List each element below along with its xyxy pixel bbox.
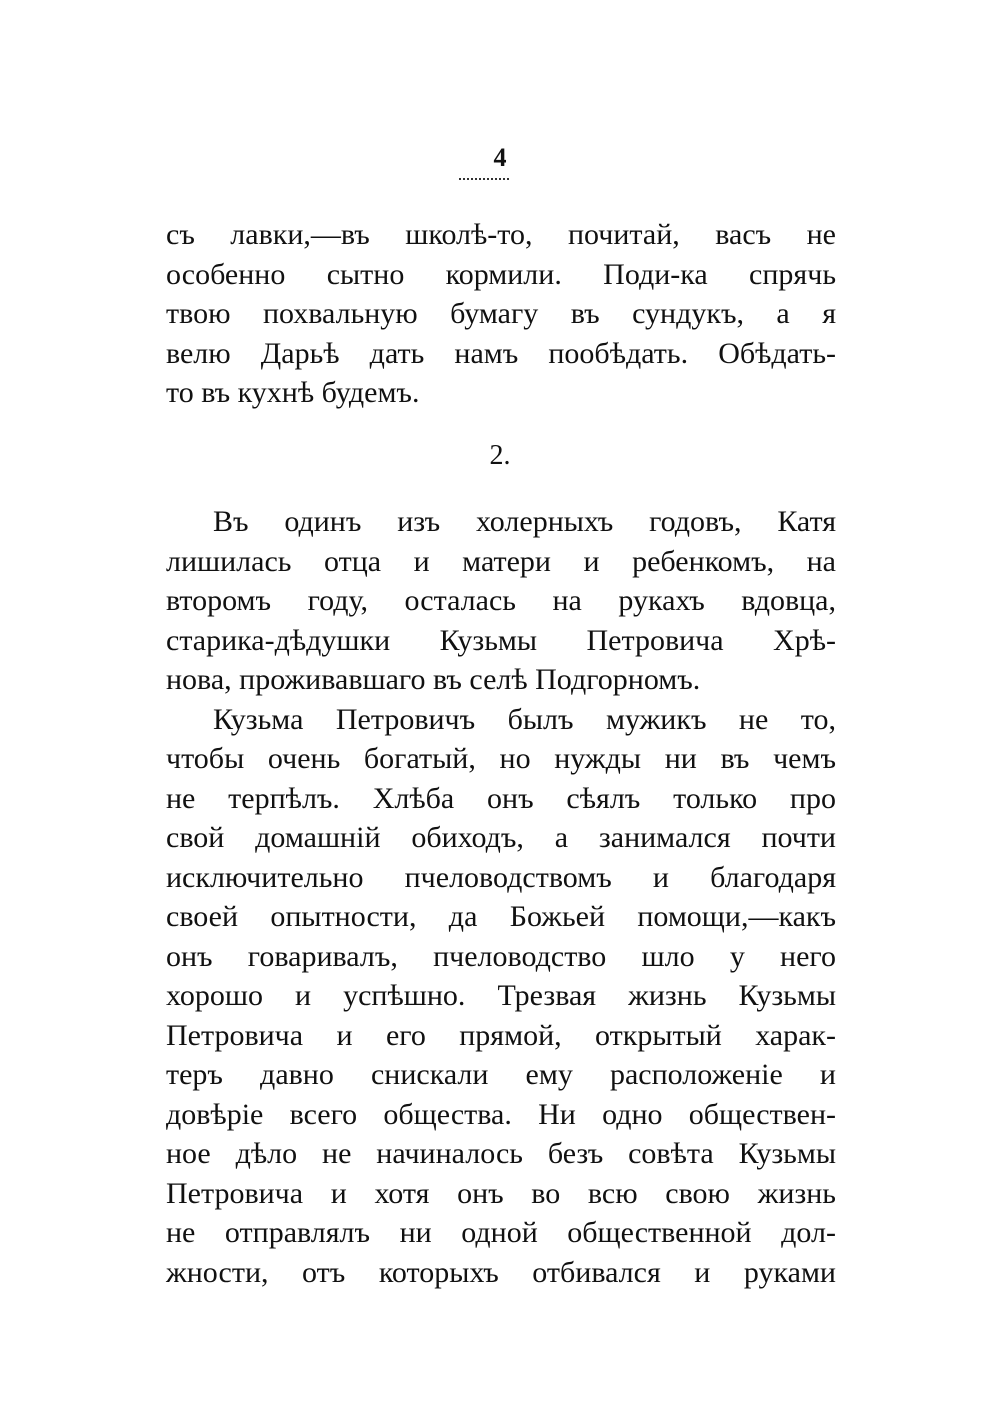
text-line: не отправлялъ ни одной общественной дол- (166, 1216, 836, 1249)
text-body (166, 502, 836, 1292)
text-line: онъ говаривалъ, пчеловодство шло у него (166, 939, 836, 973)
text-line: Кузьма Петровичъ былъ мужикъ не то, (213, 702, 836, 736)
text-line: Петровича и его прямой, открытый харак- (166, 1018, 836, 1052)
text-line: своей опытности, да Божьей помощи,—какъ (166, 900, 836, 933)
text-line: твою похвальную бумагу въ сундукъ, а я (166, 297, 836, 330)
text-line: исключительно пчеловодствомъ и благодаря (166, 860, 836, 894)
text-line: довѣріе всего общества. Ни одно обществен- (166, 1097, 836, 1131)
text-block-continuation (166, 215, 836, 413)
text-line: Петровича и хотя онъ во всю свою жизнь (166, 1176, 836, 1210)
text-line: второмъ году, осталась на рукахъ вдовца, (166, 584, 836, 617)
text-line: жности, отъ которыхъ отбивался и руками (166, 1255, 836, 1289)
text-line: велю Дарьѣ дать намъ пообѣдать. Обѣдать- (166, 336, 836, 370)
text-line: свой домашній обиходъ, а занимался почти (166, 821, 836, 854)
text-line: хорошо и успѣшно. Трезвая жизнь Кузьмы (166, 979, 836, 1012)
text-line: старика-дѣдушки Кузьмы Петровича Хрѣ- (166, 623, 836, 657)
text-line: особенно сытно кормили. Поди-ка спрячь (166, 257, 836, 291)
text-line: теръ давно снискали ему расположеніе и (166, 1058, 836, 1091)
page-number: 4 (493, 143, 507, 172)
text-line: не терпѣлъ. Хлѣба онъ сѣялъ только про (166, 781, 836, 815)
text-line: лишилась отца и матери и ребенкомъ, на (166, 544, 836, 578)
text-line: чтобы очень богатый, но нужды ни въ чемъ (166, 742, 836, 775)
text-line: съ лавки,—въ школѣ-то, почитай, васъ не (166, 218, 836, 251)
ornament-divider (459, 172, 509, 180)
text-line: Въ одинъ изъ холерныхъ годовъ, Катя (213, 505, 836, 538)
text-line: нова, проживавшаго въ селѣ Подгорномъ. (166, 663, 701, 696)
section-heading: 2. (489, 440, 511, 471)
text-line: ное дѣло не начиналось безъ совѣта Кузьмы (166, 1137, 836, 1170)
text-line: то въ кухнѣ будемъ. (166, 376, 420, 409)
